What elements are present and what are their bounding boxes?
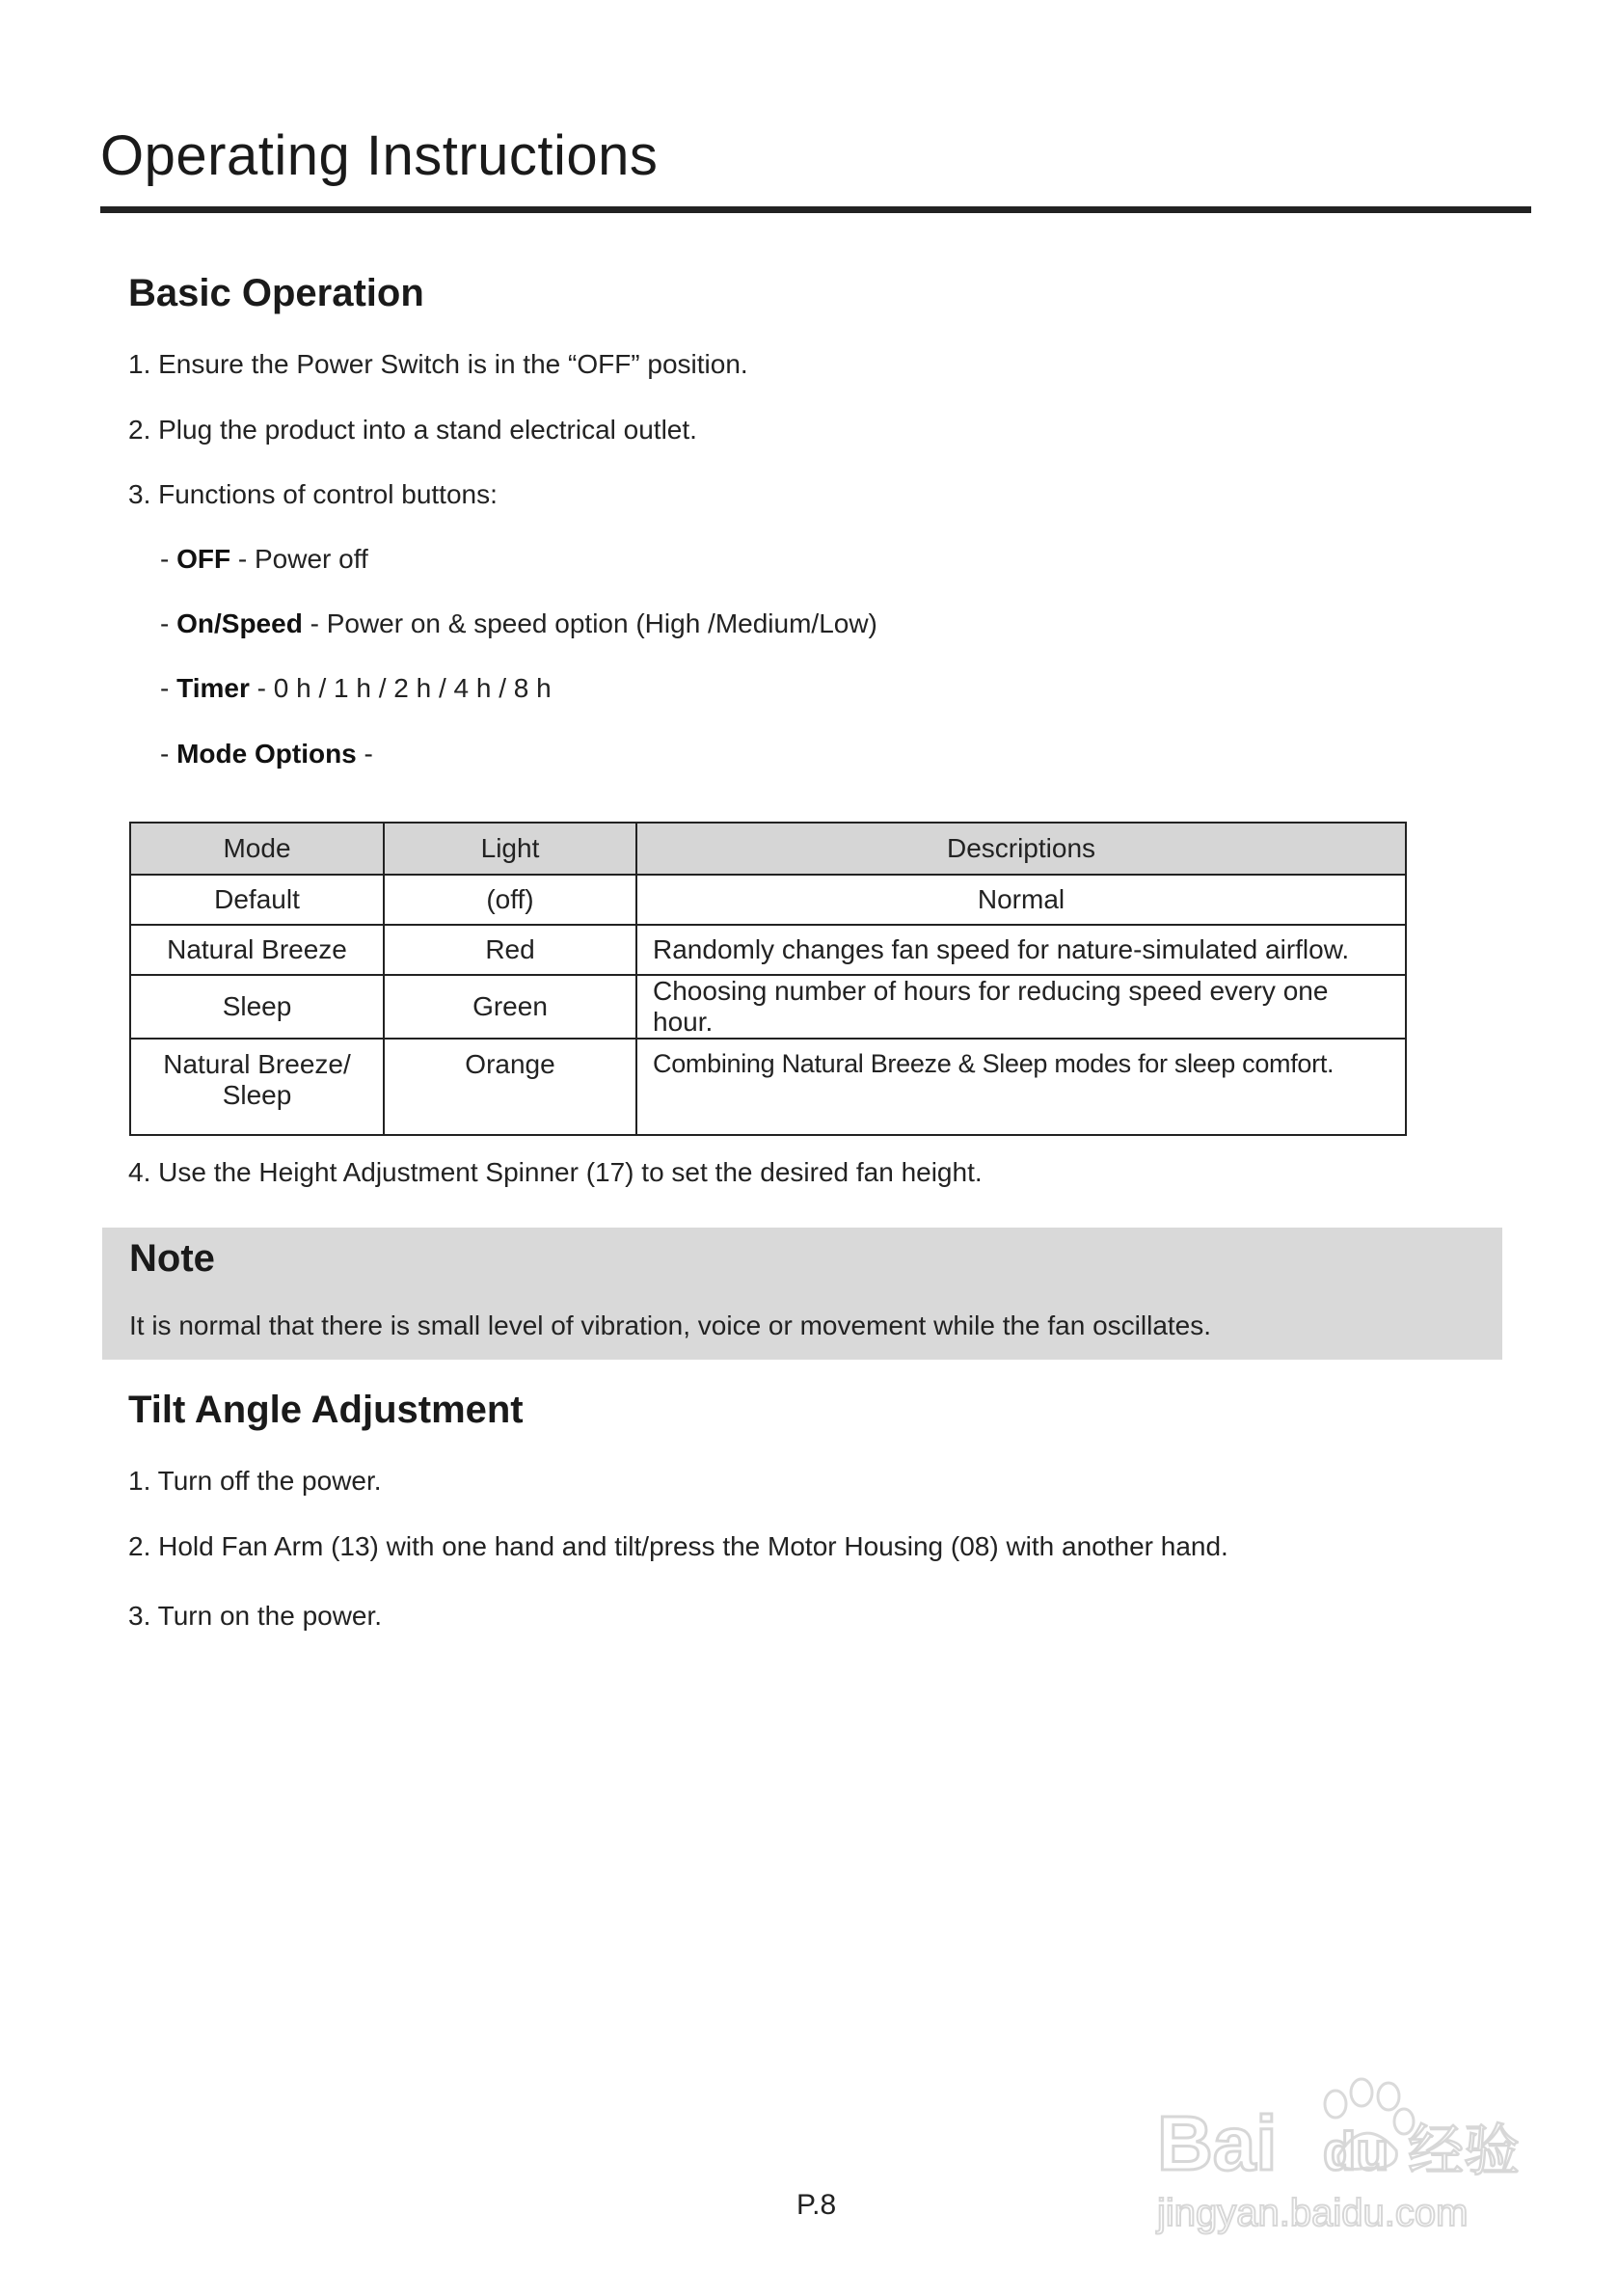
mode-cell (130, 1039, 384, 1135)
button-desc: - Power off (230, 544, 368, 574)
button-desc: - 0 h / 1 h / 2 h / 4 h / 8 h (249, 673, 552, 703)
button-dash: - (160, 544, 177, 574)
tilt-step-2: 2. Hold Fan Arm (13) with one hand and tilt/press the Motor Housing (08) with another hand. (128, 1531, 1228, 1561)
button-dash: - (160, 673, 177, 703)
button-item-off (160, 544, 368, 575)
light-cell: Orange (384, 1039, 636, 1135)
page-title: Operating Instructions (100, 124, 659, 187)
column-header-mode: Mode (130, 823, 384, 875)
button-item-on-speed (160, 608, 877, 639)
button-item-mode-options (160, 739, 373, 770)
button-name: On/Speed (176, 608, 303, 638)
table-row (130, 875, 1406, 925)
table-header-row (130, 823, 1406, 875)
button-item-timer (160, 673, 552, 704)
mode-options-table (129, 822, 1407, 1136)
watermark-url: jingyan.baidu.com (1157, 2192, 1469, 2234)
note-text: It is normal that there is small level of vibration, voice or movement while the fan oscillates. (129, 1310, 1212, 1340)
column-header-light: Light (384, 823, 636, 875)
description-cell: Combining Natural Breeze & Sleep modes for sleep comfort. (636, 1039, 1406, 1135)
watermark-cn-text: 经验 (1408, 2118, 1521, 2183)
column-header-descriptions: Descriptions (636, 823, 1406, 875)
mode-cell: Default (130, 875, 384, 925)
basic-step-1: 1. Ensure the Power Switch is in the “OFF” position. (128, 349, 748, 379)
mode-cell: Natural Breeze (130, 925, 384, 975)
page-number: P.8 (796, 2189, 837, 2221)
table-row (130, 975, 1406, 1039)
mode-cell: Sleep (130, 975, 384, 1039)
description-cell: Choosing number of hours for reducing speed every one hour. (636, 975, 1406, 1039)
tilt-step-1: 1. Turn off the power. (128, 1466, 382, 1496)
watermark-brand-du: du (1323, 2120, 1389, 2181)
mode-cell-line: Sleep (222, 1080, 292, 1110)
basic-step-2: 2. Plug the product into a stand electrical outlet. (128, 415, 697, 445)
light-cell: Green (384, 975, 636, 1039)
button-name: Mode Options (176, 739, 357, 769)
button-name: OFF (176, 544, 231, 574)
mode-cell-line: Natural Breeze/ (163, 1049, 351, 1079)
tilt-angle-heading: Tilt Angle Adjustment (128, 1389, 524, 1431)
button-desc: - (356, 739, 373, 769)
button-dash: - (160, 739, 177, 769)
note-box (102, 1228, 1502, 1360)
button-dash: - (160, 608, 177, 638)
basic-step-3: 3. Functions of control buttons: (128, 479, 498, 509)
table-row (130, 1039, 1406, 1135)
light-cell: Red (384, 925, 636, 975)
title-divider (100, 206, 1531, 213)
table-row (130, 925, 1406, 975)
tilt-step-3: 3. Turn on the power. (128, 1601, 383, 1631)
button-desc: - Power on & speed option (High /Medium/Low) (302, 608, 877, 638)
basic-operation-heading: Basic Operation (128, 272, 424, 314)
baidu-watermark-logo (1147, 2054, 1533, 2247)
basic-step-4: 4. Use the Height Adjustment Spinner (17) to set the desired fan height. (128, 1157, 983, 1187)
note-title: Note (129, 1237, 215, 1280)
description-cell: Randomly changes fan speed for nature-simulated airflow. (636, 925, 1406, 975)
button-name: Timer (176, 673, 250, 703)
description-cell: Normal (636, 875, 1406, 925)
light-cell: (off) (384, 875, 636, 925)
watermark-brand-bai: Bai (1157, 2100, 1278, 2186)
